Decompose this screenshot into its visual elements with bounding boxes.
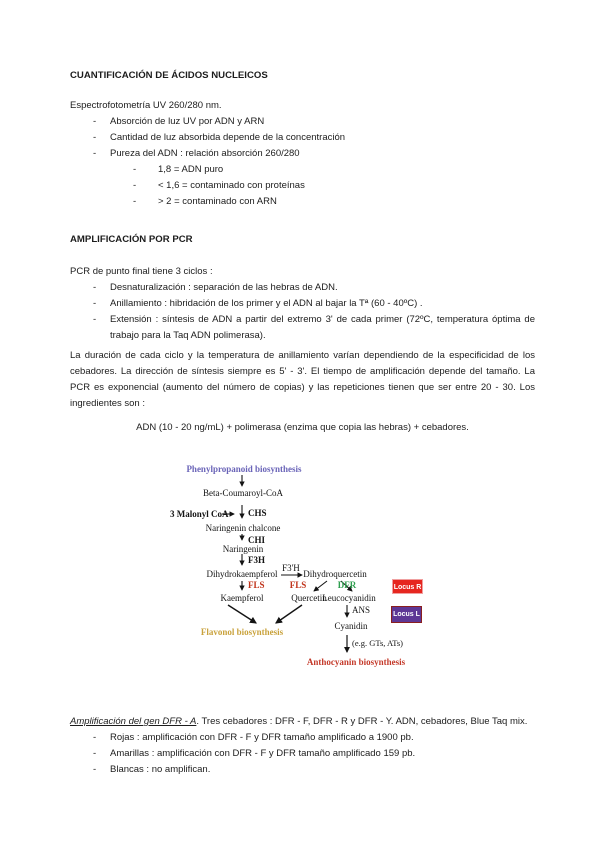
bullet-dash: - [133, 164, 137, 175]
enzyme-f3h: F3H [248, 555, 265, 565]
pcr-paragraph: La duración de cada ciclo y la temperatura de anillamiento varían dependiendo de la especificidad de los cebadores. La dirección de síntesis siempre es 5' - 3'. El tiempo de amplificación depende del tamaño. La PCR es exponencial (aumento del número de copias) y las repeticiones tienen que ser entre 20 - 30. Los ingredientes son : [70, 350, 535, 409]
bullet-text: Extensión : síntesis de ADN a partir del extremo 3' de cada primer (72ºC, temperatura óptima de trabajo para la Taq ADN polimerasa). [110, 314, 535, 341]
node-flavonol-biosynthesis: Flavonol biosynthesis [200, 627, 284, 637]
bullet-dash: - [133, 180, 137, 191]
list-item [70, 114, 535, 130]
bullet-dash: - [93, 764, 97, 775]
list-item [70, 296, 535, 312]
biosynthesis-pathway-diagram [0, 462, 600, 674]
bullet-text: Anillamiento : hibridación de los primer y el ADN al bajar la Tª (60 - 40ºC) . [110, 298, 423, 309]
arrow-kaempferol-to-flavonol [228, 605, 256, 623]
bullet-dash: - [93, 148, 97, 159]
enzyme-fls-1: FLS [248, 580, 265, 590]
list-item [70, 146, 535, 162]
list-item [70, 730, 535, 746]
bullet-dash: - [93, 132, 97, 143]
enzyme-chi: CHI [248, 535, 266, 545]
list-item [70, 746, 535, 762]
node-anthocyanin-biosynthesis: Anthocyanin biosynthesis [306, 657, 406, 667]
bullet-dash: - [93, 116, 97, 127]
bullet-dash: - [93, 748, 97, 759]
section-title-amplificacion: AMPLIFICACIÓN POR PCR [70, 234, 193, 245]
bullet-text: Desnaturalización : separación de las hebras de ADN. [110, 282, 338, 293]
bullet-dash: - [133, 196, 137, 207]
node-quercetin: Quercetin [291, 593, 327, 603]
list-item [70, 194, 535, 210]
dfr-lead-rest: . Tres cebadores : DFR - F, DFR - R y DFR - Y. ADN, cebadores, Blue Taq mix. [196, 716, 528, 727]
bullet-text: < 1,6 = contaminado con proteínas [158, 180, 305, 191]
node-dihydrokaempferol: Dihydrokaempferol [206, 569, 278, 579]
list-item [70, 762, 535, 778]
pcr-formula: ADN (10 - 20 ng/mL) + polimerasa (enzima que copia las hebras) + cebadores. [136, 422, 469, 433]
bullet-text: Blancas : no amplifican. [110, 764, 211, 775]
dfr-lead-underlined: Amplificación del gen DFR - A [70, 716, 197, 727]
bullet-text: Absorción de luz UV por ADN y ARN [110, 116, 265, 127]
bullet-text: Rojas : amplificación con DFR - F y DFR tamaño amplificado a 1900 pb. [110, 732, 414, 743]
locus-l-badge: Locus L [391, 606, 422, 623]
bullet-text: 1,8 = ADN puro [158, 164, 224, 175]
bullet-text: Amarillas : amplificación con DFR - F y DFR tamaño amplificado 159 pb. [110, 748, 416, 759]
section-title-cuantificacion: CUANTIFICACIÓN DE ÁCIDOS NUCLEICOS [70, 70, 268, 81]
dfr-amplification-line [70, 714, 535, 730]
list-item [70, 178, 535, 194]
node-naringenin: Naringenin [222, 544, 264, 554]
enzyme-chs: CHS [248, 508, 267, 518]
bullet-text: Pureza del ADN : relación absorción 260/280 [110, 148, 300, 159]
enzyme-fls-2: FLS [289, 580, 307, 590]
node-leucocyanidin: Leucocyanidin [322, 593, 376, 603]
enzyme-dfr: DFR [337, 580, 357, 590]
node-dihydroquercetin: Dihydroquercetin [303, 569, 367, 579]
bullet-dash: - [93, 314, 97, 325]
node-chalcone: Naringenin chalcone [205, 523, 281, 533]
list-item [70, 162, 535, 178]
locus-r-badge: Locus R [392, 579, 423, 594]
pathway-header: Phenylpropanoid biosynthesis [186, 464, 302, 474]
bullet-dash: - [93, 298, 97, 309]
pcr-intro: PCR de punto final tiene 3 ciclos : [70, 266, 213, 277]
list-item [70, 280, 535, 296]
node-cyanidin: Cyanidin [334, 621, 368, 631]
arrow-quercetin-to-flavonol [276, 605, 302, 623]
list-item [70, 130, 535, 146]
node-kaempferol: Kaempferol [220, 593, 264, 603]
bullet-text: > 2 = contaminado con ARN [158, 196, 277, 207]
node-malonyl: 3 Malonyl CoA [170, 509, 229, 519]
bullet-dash: - [93, 732, 97, 743]
enzyme-f3ph: F3'H [282, 563, 300, 573]
enzyme-ans: ANS [352, 605, 371, 615]
quant-intro: Espectrofotometría UV 260/280 nm. [70, 100, 222, 111]
bullet-text: Cantidad de luz absorbida depende de la concentración [110, 132, 346, 143]
bullet-dash: - [93, 282, 97, 293]
list-item [70, 312, 535, 344]
arrow-fls-mid [314, 581, 327, 591]
node-coumaroyl: Beta-Coumaroyl-CoA [203, 488, 283, 498]
enzyme-gts: (e.g. GTs, ATs) [352, 638, 403, 648]
